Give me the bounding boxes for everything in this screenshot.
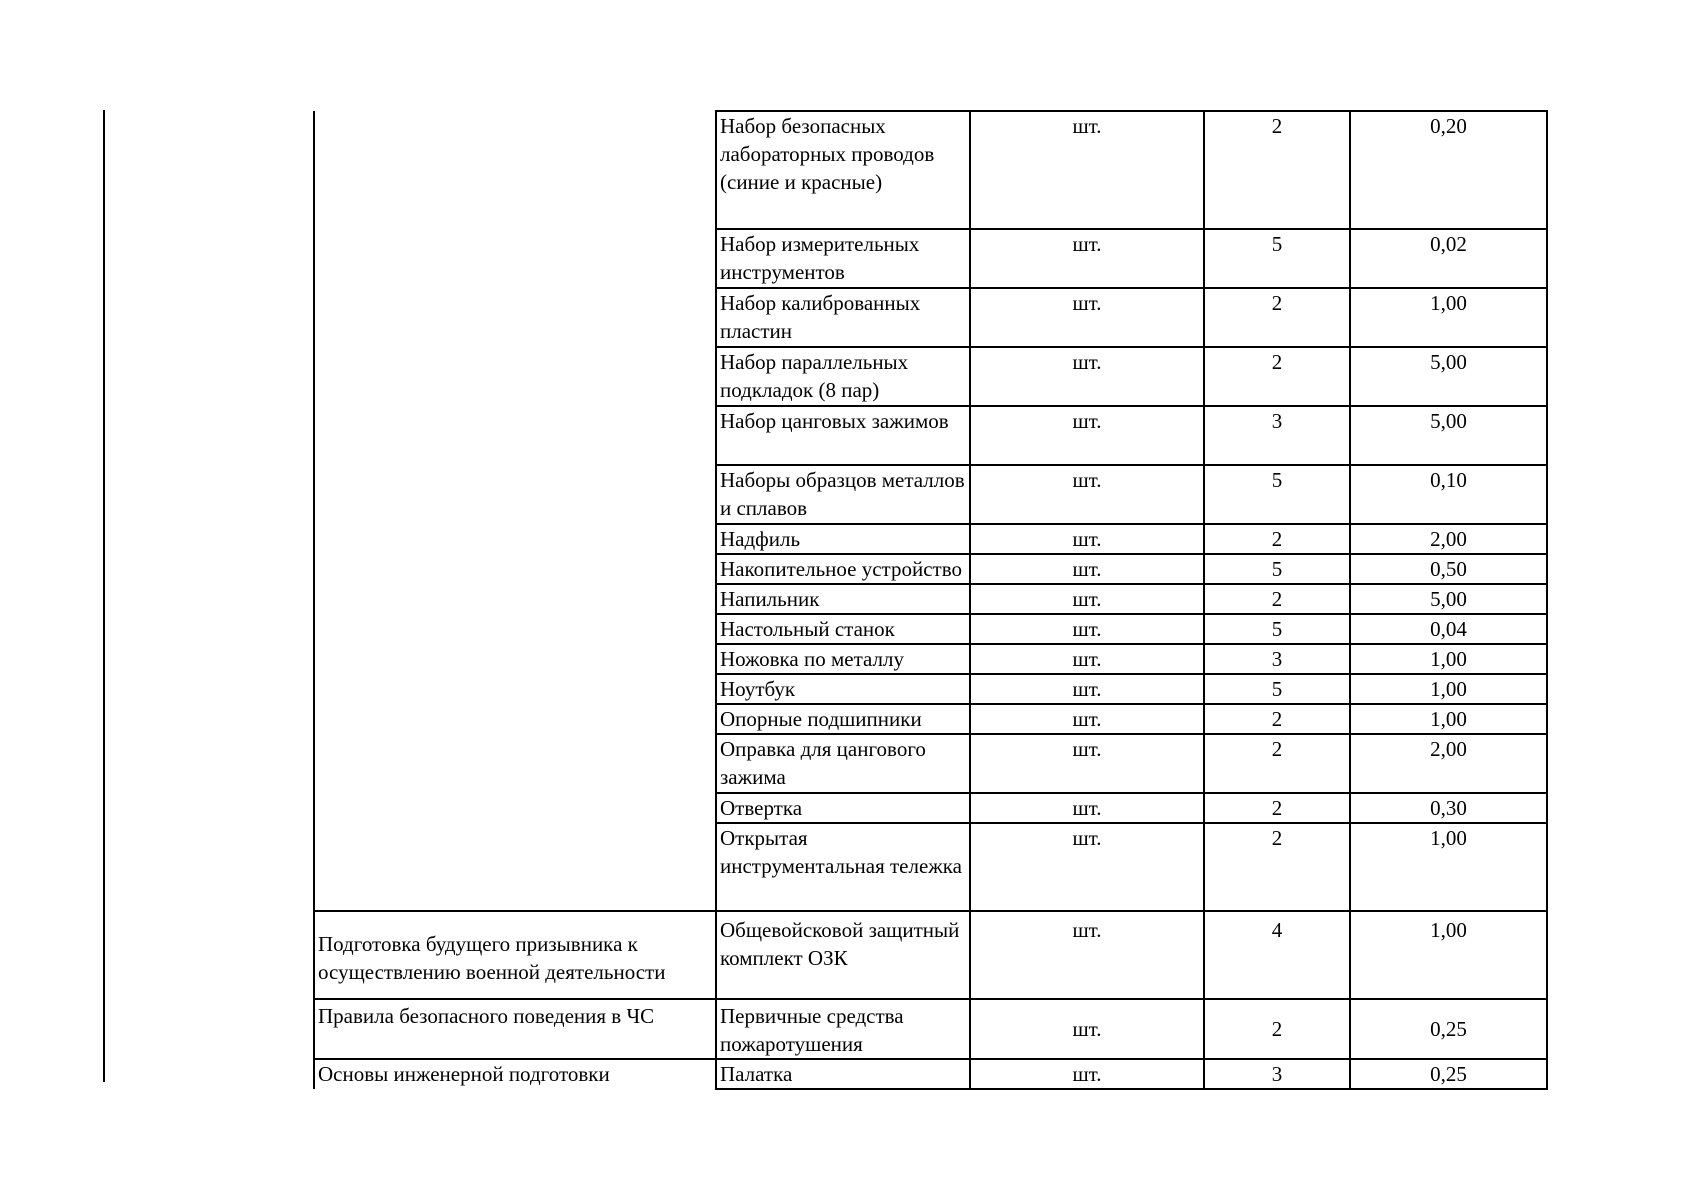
item-value: 5,00 bbox=[1350, 406, 1547, 465]
item-name: Палатка bbox=[716, 1059, 970, 1089]
table-row bbox=[314, 614, 1547, 644]
table-row bbox=[314, 704, 1547, 734]
left-margin-rule bbox=[103, 110, 105, 1082]
table-row bbox=[314, 1059, 1547, 1089]
item-qty: 2 bbox=[1204, 288, 1350, 347]
item-value: 0,50 bbox=[1350, 554, 1547, 584]
item-unit: шт. bbox=[970, 524, 1204, 554]
item-name: Опорные подшипники bbox=[716, 704, 970, 734]
item-unit: шт. bbox=[970, 347, 1204, 406]
table-row bbox=[314, 734, 1547, 793]
section-cell bbox=[314, 704, 716, 734]
item-qty: 2 bbox=[1204, 347, 1350, 406]
item-name: Общевойсковой защитный комплект ОЗК bbox=[716, 911, 970, 999]
section-cell bbox=[314, 823, 716, 911]
item-name: Набор цанговых зажимов bbox=[716, 406, 970, 465]
item-unit: шт. bbox=[970, 406, 1204, 465]
item-qty: 2 bbox=[1204, 704, 1350, 734]
item-qty: 5 bbox=[1204, 465, 1350, 524]
section-cell bbox=[314, 229, 716, 288]
table-row bbox=[314, 911, 1547, 999]
item-value: 0,20 bbox=[1350, 111, 1547, 229]
item-name: Набор измерительных инструментов bbox=[716, 229, 970, 288]
section-cell bbox=[314, 406, 716, 465]
item-qty: 5 bbox=[1204, 229, 1350, 288]
item-value: 1,00 bbox=[1350, 911, 1547, 999]
item-value: 2,00 bbox=[1350, 734, 1547, 793]
item-name: Накопительное устройство bbox=[716, 554, 970, 584]
item-value: 1,00 bbox=[1350, 644, 1547, 674]
item-unit: шт. bbox=[970, 229, 1204, 288]
inventory-table bbox=[313, 110, 1548, 1090]
section-cell bbox=[314, 347, 716, 406]
table-row bbox=[314, 793, 1547, 823]
section-cell bbox=[314, 554, 716, 584]
item-unit: шт. bbox=[970, 704, 1204, 734]
item-unit: шт. bbox=[970, 465, 1204, 524]
item-unit: шт. bbox=[970, 554, 1204, 584]
item-qty: 2 bbox=[1204, 111, 1350, 229]
item-unit: шт. bbox=[970, 288, 1204, 347]
item-name: Напильник bbox=[716, 584, 970, 614]
section-cell bbox=[314, 793, 716, 823]
table-row bbox=[314, 229, 1547, 288]
item-value: 5,00 bbox=[1350, 584, 1547, 614]
item-qty: 2 bbox=[1204, 584, 1350, 614]
item-unit: шт. bbox=[970, 911, 1204, 999]
item-value: 1,00 bbox=[1350, 704, 1547, 734]
item-value: 5,00 bbox=[1350, 347, 1547, 406]
item-value: 0,02 bbox=[1350, 229, 1547, 288]
item-value: 0,25 bbox=[1350, 1059, 1547, 1089]
item-name: Набор безопасных лабораторных проводов (синие и красные) bbox=[716, 111, 970, 229]
item-qty: 5 bbox=[1204, 674, 1350, 704]
section-cell bbox=[314, 111, 716, 229]
item-name: Настольный станок bbox=[716, 614, 970, 644]
section-cell bbox=[314, 614, 716, 644]
item-value: 0,04 bbox=[1350, 614, 1547, 644]
item-qty: 5 bbox=[1204, 614, 1350, 644]
item-value: 0,10 bbox=[1350, 465, 1547, 524]
table-row bbox=[314, 524, 1547, 554]
table-row bbox=[314, 823, 1547, 911]
item-qty: 5 bbox=[1204, 554, 1350, 584]
table-row bbox=[314, 347, 1547, 406]
item-qty: 3 bbox=[1204, 644, 1350, 674]
item-name: Открытая инструментальная тележка bbox=[716, 823, 970, 911]
table-row bbox=[314, 674, 1547, 704]
item-value: 0,25 bbox=[1350, 999, 1547, 1059]
item-unit: шт. bbox=[970, 823, 1204, 911]
section-cell bbox=[314, 288, 716, 347]
section-cell bbox=[314, 644, 716, 674]
item-name: Первичные средства пожаротушения bbox=[716, 999, 970, 1059]
item-unit: шт. bbox=[970, 614, 1204, 644]
item-name: Набор параллельных подкладок (8 пар) bbox=[716, 347, 970, 406]
section-title: Правила безопасного поведения в ЧС bbox=[314, 999, 716, 1059]
item-name: Ножовка по металлу bbox=[716, 644, 970, 674]
section-cell bbox=[314, 584, 716, 614]
table-row bbox=[314, 465, 1547, 524]
item-unit: шт. bbox=[970, 734, 1204, 793]
item-unit: шт. bbox=[970, 1059, 1204, 1089]
item-qty: 2 bbox=[1204, 524, 1350, 554]
table-row bbox=[314, 406, 1547, 465]
item-name: Надфиль bbox=[716, 524, 970, 554]
item-value: 1,00 bbox=[1350, 674, 1547, 704]
item-value: 1,00 bbox=[1350, 288, 1547, 347]
item-unit: шт. bbox=[970, 111, 1204, 229]
section-cell bbox=[314, 674, 716, 704]
item-qty: 2 bbox=[1204, 823, 1350, 911]
item-name: Наборы образцов металлов и сплавов bbox=[716, 465, 970, 524]
item-qty: 2 bbox=[1204, 793, 1350, 823]
table-row bbox=[314, 554, 1547, 584]
table-row bbox=[314, 644, 1547, 674]
section-cell bbox=[314, 524, 716, 554]
item-unit: шт. bbox=[970, 793, 1204, 823]
item-qty: 2 bbox=[1204, 999, 1350, 1059]
section-cell bbox=[314, 734, 716, 793]
section-title: Основы инженерной подготовки bbox=[314, 1059, 716, 1089]
section-cell bbox=[314, 465, 716, 524]
section-title: Подготовка будущего призывника к осуществлению военной деятельности bbox=[314, 911, 716, 999]
item-name: Отвертка bbox=[716, 793, 970, 823]
item-name: Оправка для цангового зажима bbox=[716, 734, 970, 793]
item-unit: шт. bbox=[970, 584, 1204, 614]
item-value: 0,30 bbox=[1350, 793, 1547, 823]
table-row bbox=[314, 999, 1547, 1059]
item-unit: шт. bbox=[970, 674, 1204, 704]
item-name: Набор калиброванных пластин bbox=[716, 288, 970, 347]
item-qty: 3 bbox=[1204, 1059, 1350, 1089]
item-unit: шт. bbox=[970, 644, 1204, 674]
item-value: 1,00 bbox=[1350, 823, 1547, 911]
table-row bbox=[314, 288, 1547, 347]
item-unit: шт. bbox=[970, 999, 1204, 1059]
item-qty: 4 bbox=[1204, 911, 1350, 999]
table-row bbox=[314, 111, 1547, 229]
table-row bbox=[314, 584, 1547, 614]
item-name: Ноутбук bbox=[716, 674, 970, 704]
item-qty: 2 bbox=[1204, 734, 1350, 793]
item-qty: 3 bbox=[1204, 406, 1350, 465]
item-value: 2,00 bbox=[1350, 524, 1547, 554]
